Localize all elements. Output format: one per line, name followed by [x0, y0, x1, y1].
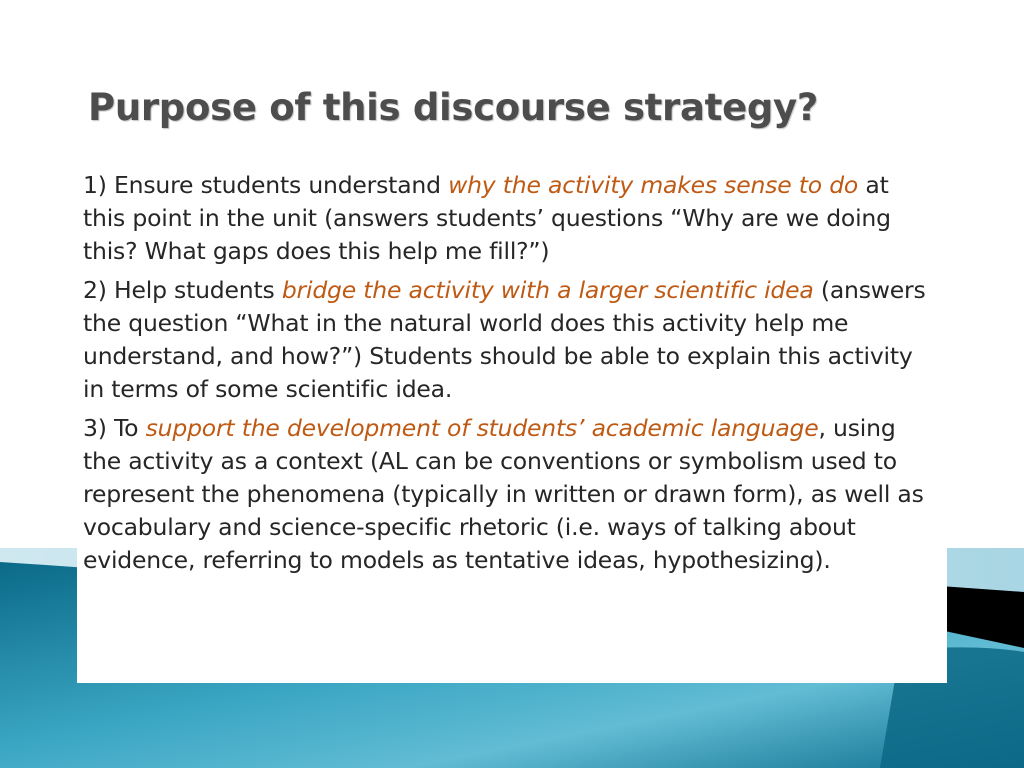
point-1-emphasis: why the activity makes sense to do	[448, 171, 859, 199]
point-2-lead: Help students	[114, 276, 282, 304]
point-1-number: 1)	[83, 171, 107, 199]
point-2-rest: (answers the question “What in the natural world does this activity help me understand, and how?”) Students should be able to explain this activity in terms of some scientific idea.	[83, 276, 926, 403]
point-1-rest: at this point in the unit (answers students’ questions “Why are we doing this? What gaps does this help me fill?”)	[83, 171, 891, 265]
point-2	[83, 274, 937, 406]
point-3	[83, 412, 937, 577]
point-2-number: 2)	[83, 276, 107, 304]
point-3-rest: , using the activity as a context (AL can be conventions or symbolism used to represent the phenomena (typically in written or drawn form), as well as vocabulary and science-specific rhetoric (i.e. ways of talking about evidence, referring to models as tentative ideas, hypothesizing).	[83, 414, 924, 574]
point-3-number: 3)	[83, 414, 107, 442]
point-2-emphasis: bridge the activity with a larger scientific idea	[281, 276, 814, 304]
point-1	[83, 169, 937, 268]
slide-title: Purpose of this discourse strategy?	[88, 86, 819, 129]
point-1-lead: Ensure students understand	[114, 171, 449, 199]
point-3-emphasis: support the development of students’ academic language	[145, 414, 819, 442]
content-box	[77, 153, 947, 683]
point-3-lead: To	[114, 414, 146, 442]
